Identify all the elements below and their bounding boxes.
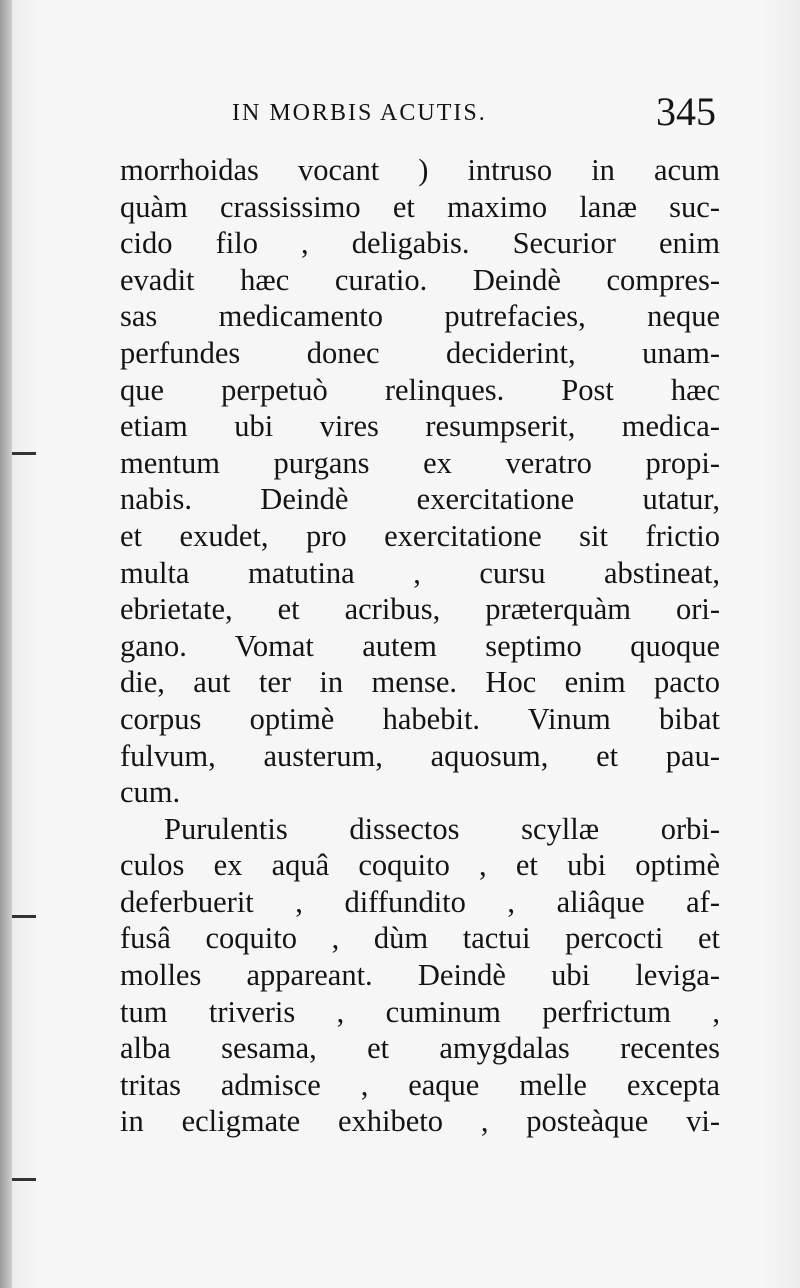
text-line: tum triveris , cuminum perfrictum , bbox=[120, 994, 720, 1029]
text-line: culos ex aquâ coquito , et ubi optimè bbox=[120, 848, 720, 883]
text-line: cido filo , deligabis. Securior enim bbox=[120, 226, 720, 261]
binding-edge bbox=[0, 0, 12, 1288]
running-head: IN MORBIS ACUTIS. bbox=[232, 100, 487, 126]
text-line: fusâ coquito , dùm tactui percocti et bbox=[120, 921, 720, 956]
text-line: deferbuerit , diffundito , aliâque af- bbox=[120, 884, 720, 919]
text-line: alba sesama, et amygdalas recentes bbox=[120, 1031, 720, 1066]
page-number: 345 bbox=[656, 89, 716, 134]
text-line: evadit hæc curatio. Deindè compres- bbox=[120, 262, 720, 297]
text-line: sas medicamento putrefacies, neque bbox=[120, 299, 720, 334]
text-line: tritas admisce , eaque melle excepta bbox=[120, 1067, 720, 1102]
text-line: Purulentis dissectos scyllæ orbi- bbox=[164, 811, 720, 846]
text-line: mentum purgans ex veratro propi- bbox=[120, 445, 720, 480]
edge-mark bbox=[12, 915, 36, 918]
text-line: fulvum, austerum, aquosum, et pau- bbox=[120, 738, 720, 773]
page-header bbox=[232, 88, 722, 138]
text-line: gano. Vomat autem septimo quoque bbox=[120, 628, 720, 663]
text-line: nabis. Deindè exercitatione utatur, bbox=[120, 482, 720, 517]
text-line: que perpetuò relinques. Post hæc bbox=[120, 372, 720, 407]
text-line: etiam ubi vires resumpserit, medica- bbox=[120, 409, 720, 444]
paragraph-2 bbox=[120, 811, 720, 1140]
text-line: et exudet, pro exercitatione sit frictio bbox=[120, 518, 720, 553]
text-line: quàm crassissimo et maximo lanæ suc- bbox=[120, 189, 720, 224]
edge-mark bbox=[12, 1178, 36, 1181]
text-line: cum. bbox=[120, 775, 181, 810]
text-line: molles appareant. Deindè ubi leviga- bbox=[120, 958, 720, 993]
text-line: ebrietate, et acribus, præterquàm ori- bbox=[120, 592, 720, 627]
text-line: multa matutina , cursu abstineat, bbox=[120, 555, 720, 590]
text-line: in ecligmate exhibeto , posteàque vi- bbox=[120, 1104, 720, 1139]
text-line: corpus optimè habebit. Vinum bibat bbox=[120, 701, 720, 736]
paragraph-1 bbox=[120, 152, 720, 811]
body-text bbox=[120, 152, 720, 1140]
text-line: die, aut ter in mense. Hoc enim pacto bbox=[120, 665, 720, 700]
edge-mark bbox=[12, 452, 36, 455]
text-line: morrhoidas vocant ) intruso in acum bbox=[120, 153, 720, 187]
text-line: perfundes donec deciderint, unam- bbox=[120, 335, 720, 370]
